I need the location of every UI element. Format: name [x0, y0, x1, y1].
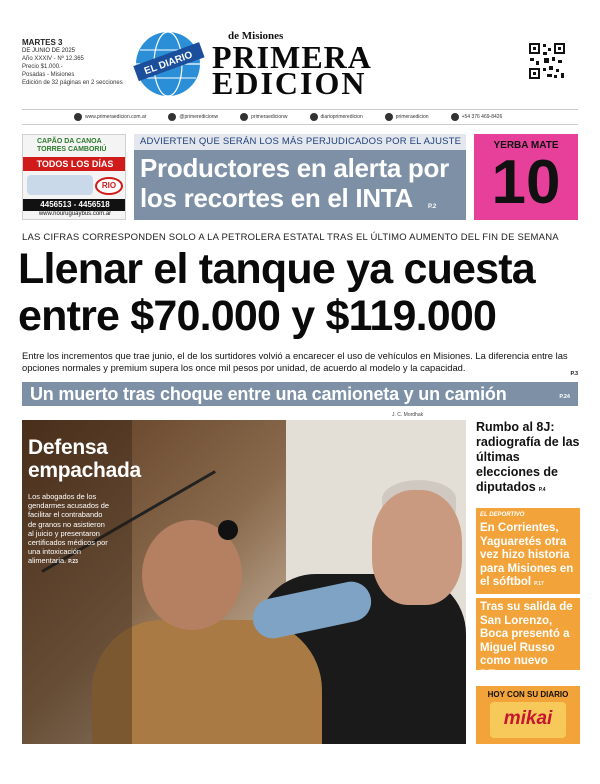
ad-website: www.riouruguaybus.com.ar [38, 211, 112, 217]
yerba-number: 10 [491, 148, 561, 217]
globe-icon [74, 113, 82, 121]
qr-code-icon[interactable] [528, 42, 566, 80]
mikai-brand: mikai [503, 708, 553, 729]
sidebar-story-page: P.4 [538, 487, 546, 493]
mikai-logo [490, 702, 566, 738]
photo-headline[interactable]: Defensa empachada [28, 436, 141, 482]
logo-primera: PRIMERA [212, 39, 372, 75]
boca-story-page: P.20 [498, 673, 508, 680]
ad-band: TODOS LOS DÍAS [23, 157, 126, 171]
social-item[interactable]: +54 376 469-8426 [451, 113, 503, 121]
edition-info: Edición de 32 páginas en 2 secciones [22, 80, 123, 86]
photo-deck [28, 492, 112, 568]
city: Posadas - Misiones [22, 72, 75, 78]
promo-label: HOY CON SU DIARIO [487, 690, 569, 699]
boca-story-text: Tras su salida de San Lorenzo, Boca presentó a Miguel Russo como nuevo DT [480, 601, 573, 681]
boca-story [480, 601, 578, 684]
social-item[interactable]: primeraedicionw [240, 113, 287, 121]
facebook-icon [240, 113, 248, 121]
social-item[interactable]: @primeredicionw [168, 113, 218, 121]
top-story[interactable] [134, 134, 466, 220]
logo-badge-text: EL DIARIO [142, 49, 195, 78]
secondary-headline-band[interactable] [22, 382, 578, 406]
photo-page: P.23 [68, 559, 78, 566]
logo-edicion: EDICION [212, 65, 367, 101]
top-story-kicker: ADVIERTEN QUE SERÁN LOS MÁS PERJUDICADOS POR EL AJUSTE [134, 134, 466, 150]
band-headline: Un muerto tras choque entre una camioneta y un camión [30, 384, 507, 404]
sports-story-page: P.17 [534, 581, 544, 587]
date-block [22, 38, 132, 87]
social-item[interactable]: primeraedicion [385, 113, 429, 121]
date-day: MARTES 3 [22, 38, 63, 47]
globe-logo-icon [130, 28, 206, 98]
sports-box-softball[interactable] [476, 508, 580, 594]
main-deck-text: Entre los incrementos que trae junio, el de los surtidores volvió a encarecer el uso de vehículos en Misiones. La diferencia entre las opciones normales y premium supera los once mil pesos por unidad, de acuerdo al modelo y la capacidad. [22, 350, 568, 373]
bus-advertisement[interactable] [22, 134, 126, 220]
ad-line2: TORRES CAMBORIÚ [37, 146, 107, 153]
photo-deck-text: Los abogados de los gendarmes acusados de facilitar el contrabando de granos no asistieron al juicio y presentaron certificados médicos por una intoxicación alimentaria. [28, 492, 109, 566]
main-headline[interactable]: Llenar el tanque ya cuesta entre $70.000 y $119.000 [18, 245, 535, 340]
sports-section-label: EL DEPORTIVO [480, 512, 525, 518]
yerba-label: YERBA MATE [493, 140, 559, 151]
sports-box-boca[interactable] [476, 598, 580, 681]
ad-phones: 4456513 - 4456518 [23, 199, 126, 211]
yerba-mate-box[interactable] [474, 134, 578, 220]
youtube-icon [385, 113, 393, 121]
price: Precio $1.000.- [22, 64, 63, 70]
promo-box[interactable] [476, 686, 580, 744]
threads-icon [310, 113, 318, 121]
whatsapp-icon [451, 113, 459, 121]
top-story-page: P.2 [428, 204, 437, 210]
top-story-headline: Productores en alerta por los recortes en el INTA [140, 153, 449, 213]
date-rest: DE JUNIO DE 2025 [22, 48, 76, 54]
band-page: P.24 [559, 394, 570, 400]
sidebar-story-elections[interactable] [476, 420, 580, 498]
sports-story-text: En Corrientes, Yaguaretés otra vez hizo historia para Misiones en el sóftbol [480, 522, 574, 588]
ad-brand-logo: RIO [95, 177, 123, 195]
photo-credit: J. C. Mordhak [392, 412, 424, 418]
year-issue: Año XXXIV - Nº 12.365 [22, 56, 84, 62]
sports-story [480, 522, 578, 592]
social-bar [22, 109, 578, 125]
ad-line1: CAPÃO DA CANOA [37, 138, 102, 145]
social-item[interactable]: www.primeraedicion.com.ar [74, 113, 146, 121]
social-item[interactable]: diarioprimeredicion [310, 113, 363, 121]
main-kicker: LAS CIFRAS CORRESPONDEN SOLO A LA PETROLERA ESTATAL TRAS EL ÚLTIMO AUMENTO DEL FIN DE SEMANA [22, 232, 559, 243]
x-icon [168, 113, 176, 121]
sidebar-story-text: Rumbo al 8J: radiografía de las últimas elecciones de diputados [476, 420, 580, 494]
bus-icon [27, 175, 93, 195]
main-deck [22, 350, 578, 380]
logo-de-misiones: de Misiones [228, 30, 284, 42]
main-page: P.3 [570, 371, 578, 377]
